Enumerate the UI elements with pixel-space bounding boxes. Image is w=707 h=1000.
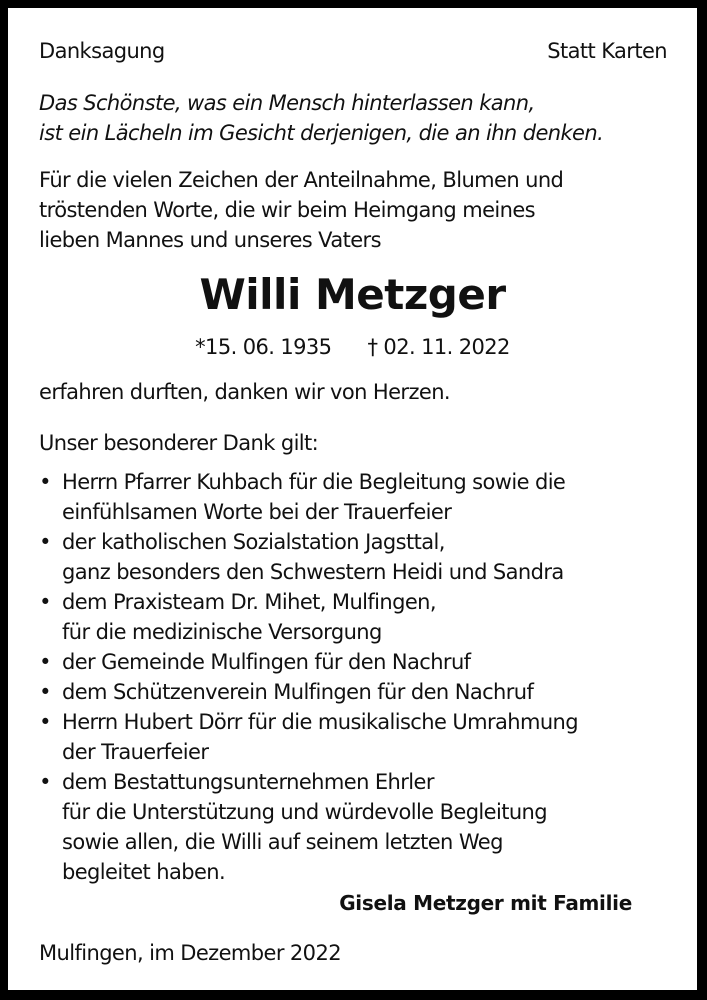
- signature: Gisela Metzger mit Familie: [339, 891, 632, 915]
- intro-line: tröstenden Worte, die wir beim Heimgang meines: [39, 198, 536, 222]
- thanks-sentence: erfahren durften, danken wir von Herzen.: [39, 380, 450, 404]
- intro-line: Für die vielen Zeichen der Anteilnahme, Blumen und: [39, 168, 564, 192]
- heading-statt-karten: Statt Karten: [547, 39, 667, 63]
- list-item: [8, 767, 697, 887]
- deceased-name: Willi Metzger: [199, 270, 506, 319]
- bullet-icon: •: [39, 470, 51, 494]
- birth-date: *15. 06. 1935: [195, 335, 332, 359]
- list-item-line: der Trauerfeier: [62, 740, 209, 764]
- list-item: [8, 677, 697, 707]
- memorial-quote: [39, 88, 603, 148]
- list-item: [8, 467, 697, 527]
- list-item-line: dem Bestattungsunternehmen Ehrler: [62, 770, 434, 794]
- list-item: [8, 707, 697, 767]
- bullet-icon: •: [39, 590, 51, 614]
- list-item-line: Herrn Hubert Dörr für die musikalische Umrahmung: [62, 710, 578, 734]
- list-item-line: der katholischen Sozialstation Jagsttal,: [62, 530, 445, 554]
- list-item: [8, 647, 697, 677]
- list-item-line: einfühlsamen Worte bei der Trauerfeier: [62, 500, 452, 524]
- list-item-line: Herrn Pfarrer Kuhbach für die Begleitung sowie die: [62, 470, 566, 494]
- place-and-date: Mulfingen, im Dezember 2022: [39, 941, 341, 965]
- list-item: [8, 587, 697, 647]
- intro-paragraph: [39, 165, 563, 255]
- list-item-line: ganz besonders den Schwestern Heidi und Sandra: [62, 560, 564, 584]
- thanks-list: [8, 467, 697, 887]
- list-item-line: für die Unterstützung und würdevolle Begleitung: [62, 800, 547, 824]
- list-item-line: dem Schützenverein Mulfingen für den Nachruf: [62, 680, 534, 704]
- bullet-icon: •: [39, 530, 51, 554]
- obituary-card: [8, 8, 697, 990]
- list-item-line: sowie allen, die Willi auf seinem letzten Weg: [62, 830, 503, 854]
- bullet-icon: •: [39, 770, 51, 794]
- bullet-icon: •: [39, 680, 51, 704]
- list-item-line: für die medizinische Versorgung: [62, 620, 382, 644]
- list-item: [8, 527, 697, 587]
- bullet-icon: •: [39, 710, 51, 734]
- quote-line: Das Schönste, was ein Mensch hinterlassen kann,: [39, 91, 535, 115]
- special-thanks-label: Unser besonderer Dank gilt:: [39, 431, 319, 455]
- life-dates: [8, 332, 697, 362]
- heading-danksagung: Danksagung: [39, 39, 165, 63]
- death-date: † 02. 11. 2022: [367, 335, 510, 359]
- bullet-icon: •: [39, 650, 51, 674]
- list-item-line: dem Praxisteam Dr. Mihet, Mulfingen,: [62, 590, 436, 614]
- list-item-line: begleitet haben.: [62, 860, 226, 884]
- list-item-line: der Gemeinde Mulfingen für den Nachruf: [62, 650, 471, 674]
- intro-line: lieben Mannes und unseres Vaters: [39, 228, 381, 252]
- quote-line: ist ein Lächeln im Gesicht derjenigen, die an ihn denken.: [39, 121, 604, 145]
